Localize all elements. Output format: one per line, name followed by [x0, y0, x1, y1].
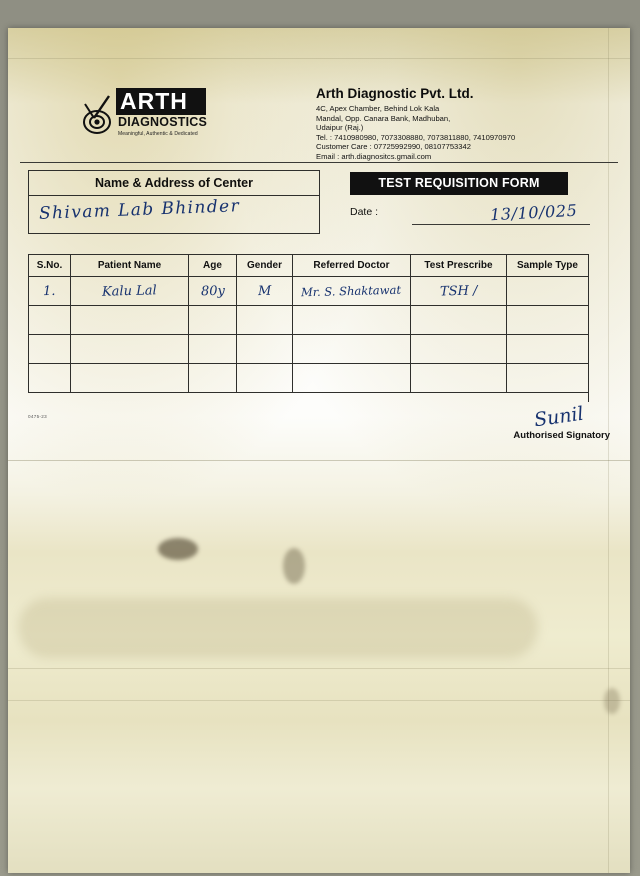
cell-test-prescribe [411, 364, 507, 393]
cell-test-prescribe-text: TSH / [439, 283, 478, 299]
table-row [29, 306, 589, 335]
cell-test-prescribe [411, 306, 507, 335]
paper-sheet [8, 28, 630, 873]
cell-sample-type [507, 277, 589, 306]
date-label: Date : [350, 206, 379, 218]
table-header-row [29, 255, 589, 277]
cell-sample-type [507, 306, 589, 335]
crease-line [8, 668, 630, 669]
cell-sno [29, 335, 71, 364]
cell-referred-doctor [293, 277, 411, 306]
cell-gender-text: M [257, 283, 272, 299]
table-row [29, 277, 589, 306]
center-name-handwriting: Shivam Lab Bhinder [38, 196, 241, 224]
cell-patient-name-text: Kalu Lal [101, 282, 158, 300]
cell-gender [237, 306, 293, 335]
company-address-line2: Mandal, Opp. Canara Bank, Madhuban, [316, 113, 451, 123]
table-row [29, 364, 589, 393]
cell-sno [29, 364, 71, 393]
cell-sample-type [507, 335, 589, 364]
center-name-value-field [29, 196, 319, 230]
date-field [350, 200, 590, 225]
company-name: Arth Diagnostic Pvt. Ltd. [316, 86, 474, 101]
cell-test-prescribe [411, 277, 507, 306]
cell-gender [237, 335, 293, 364]
arth-emblem-icon [82, 94, 116, 138]
column-header-age: Age [189, 255, 237, 277]
cell-age [189, 277, 237, 306]
column-header-sno: S.No. [29, 255, 71, 277]
cell-age-text: 80y [200, 283, 225, 299]
table-row [29, 335, 589, 364]
date-handwriting: 13/10/025 [489, 200, 578, 225]
company-details [316, 86, 616, 162]
center-name-label: Name & Address of Center [29, 171, 319, 196]
signature-area [420, 402, 610, 441]
column-header-gender: Gender [237, 255, 293, 277]
date-underline [412, 224, 590, 225]
form-title-badge: TEST REQUISITION FORM [350, 172, 568, 195]
cell-referred-doctor [293, 306, 411, 335]
company-email: Email : arth.diagnositcs.gmail.com [316, 151, 432, 161]
cell-patient-name [71, 335, 189, 364]
center-name-box [28, 170, 320, 234]
cell-patient-name [71, 306, 189, 335]
column-header-sample-type: Sample Type [507, 255, 589, 277]
company-logo [82, 88, 206, 148]
cell-sno [29, 277, 71, 306]
column-header-referred-doctor: Referred Doctor [293, 255, 411, 277]
cell-patient-name [71, 364, 189, 393]
cell-age [189, 335, 237, 364]
cell-referred-doctor-text: Mr. S. Shaktawat [301, 282, 402, 300]
signature-handwriting: Sunil [533, 402, 586, 432]
header-divider [20, 162, 618, 163]
cell-sno-text: 1. [43, 283, 56, 299]
scan-smudge [158, 538, 198, 560]
cell-gender [237, 277, 293, 306]
scan-smudge [604, 688, 620, 714]
cell-sample-type [507, 364, 589, 393]
cell-test-prescribe [411, 335, 507, 364]
form-code: 0475-23 [28, 414, 47, 419]
requisition-table [28, 254, 589, 393]
crease-line [8, 700, 630, 701]
company-address-line1: 4C, Apex Chamber, Behind Lok Kala [316, 104, 440, 113]
cell-age [189, 306, 237, 335]
table-right-edge [588, 254, 589, 402]
scan-smudge [18, 598, 538, 658]
column-header-patient-name: Patient Name [71, 255, 189, 277]
scan-smudge [283, 548, 305, 584]
cell-age [189, 364, 237, 393]
cell-sno [29, 306, 71, 335]
cell-patient-name [71, 277, 189, 306]
company-phone: Tel. : 7410980980, 7073308880, 7073811880, 7410970970 [316, 132, 516, 142]
cell-gender [237, 364, 293, 393]
company-address-line3: Udaipur (Raj.) [316, 123, 364, 133]
cell-referred-doctor [293, 335, 411, 364]
column-header-test-prescribe: Test Prescribe [411, 255, 507, 277]
crease-line [8, 58, 630, 59]
company-customer-care: Customer Care : 07725992990, 08107753342 [316, 142, 471, 152]
logo-subtitle: DIAGNOSTICS [118, 115, 208, 129]
logo-tagline: Meaningful, Authentic & Dedicated [118, 131, 198, 137]
signature-label: Authorised Signatory [513, 430, 610, 441]
requisition-form [20, 66, 618, 496]
cell-referred-doctor [293, 364, 411, 393]
logo-brand: ARTH [116, 88, 206, 115]
